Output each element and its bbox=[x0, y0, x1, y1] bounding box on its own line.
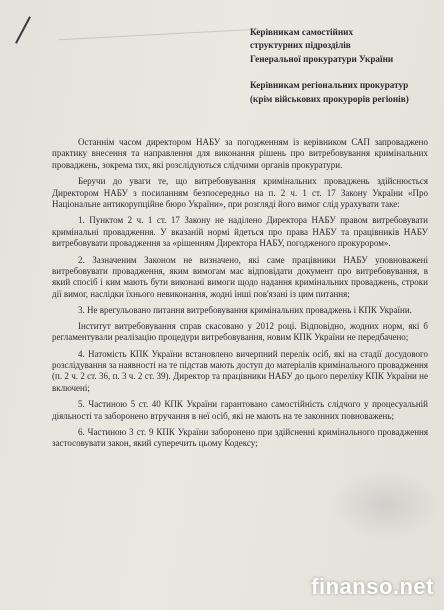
addressee-line: (крім військових прокурорів регіонів) bbox=[250, 93, 409, 104]
paragraph: 3. Не врегульовано питання витребовування кримінальних проваджень і КПК України. bbox=[78, 305, 412, 316]
handwritten-mark bbox=[58, 13, 259, 40]
paragraph: 1. Пунктом 2 ч. 1 ст. 17 Закону не наділено Директора НАБУ правом витребовувати кримінальні провадження. У вказаній нормі йдеться про права НАБУ та працівників НАБУ витребовувати провадження за «рішенням Директора НАБУ, погодженого прокурором». bbox=[52, 215, 428, 249]
addressee-line: Керівникам самостійних bbox=[250, 27, 354, 37]
paragraph: 5. Частиною 5 ст. 40 КПК України гарантовано самостійність слідчого у процесуальній діяльності та заборонено втручання в неї осіб, які не мають на те законних повноважень; bbox=[52, 399, 428, 421]
site-watermark: finanso.net bbox=[311, 574, 434, 599]
pen-mark bbox=[15, 16, 31, 43]
paragraph: 2. Зазначеним Законом не визначено, які саме працівники НАБУ уповноважені витребовувати провадження, яким вимогам має відповідати документ про витребовування, в який спосіб і ким мають бути виконані вимоги щодо надання кримінальних проваджень, строки дії вимог, наслідки їхнього невиконання, жодні інші пов'язані із цим питання; bbox=[52, 254, 428, 299]
paragraph: 4. Натомість КПК України встановлено вичерпний перелік осіб, які на стадії досудового розслідування за наявності на те підстав мають доступ до матеріалів кримінального провадження (п. 2 ч. 2 ст. 36, п. 3 ч. 2 ст. 39). Директор та працівники НАБУ до цього переліку КПК України не включені; bbox=[52, 348, 428, 393]
addressee-line: Керівникам регіональних прокуратур bbox=[250, 80, 409, 91]
paragraph: Беручи до уваги те, що витребовування кримінальних проваджень здійснюється Директором НАБУ з посиланням безпосередньо на п. 2 ч. 1 ст. 17 Закону України «Про Національне антикорупційне бюро України», при розгляді його вимог слід урахувати таке: bbox=[52, 176, 428, 210]
paragraph: Інститут витребовування справ скасовано у 2012 році. Відповідно, жодних норм, які б регламентували реалізацію процедури витребовування, новим КПК України не передбачено; bbox=[52, 320, 428, 343]
paragraph: 6. Частиною 3 ст. 9 КПК України заборонено при здійсненні кримінального провадження застосовувати закон, який суперечить цьому Кодексу; bbox=[52, 426, 428, 449]
smudge bbox=[330, 470, 440, 540]
paragraph: Останнім часом директором НАБУ за погодженням із керівником САП запроваджено практику внесення та направлення для виконання рішень про витребовування кримінальних проваджень, зокрема тих, які розслідуються слідчими органів прокуратури. bbox=[52, 137, 428, 170]
letter-body bbox=[52, 137, 428, 455]
addressee-line: структурних підрозділів bbox=[250, 40, 351, 51]
addressee-block bbox=[250, 26, 440, 106]
addressee-line: Генеральної прокуратури України bbox=[250, 53, 394, 64]
